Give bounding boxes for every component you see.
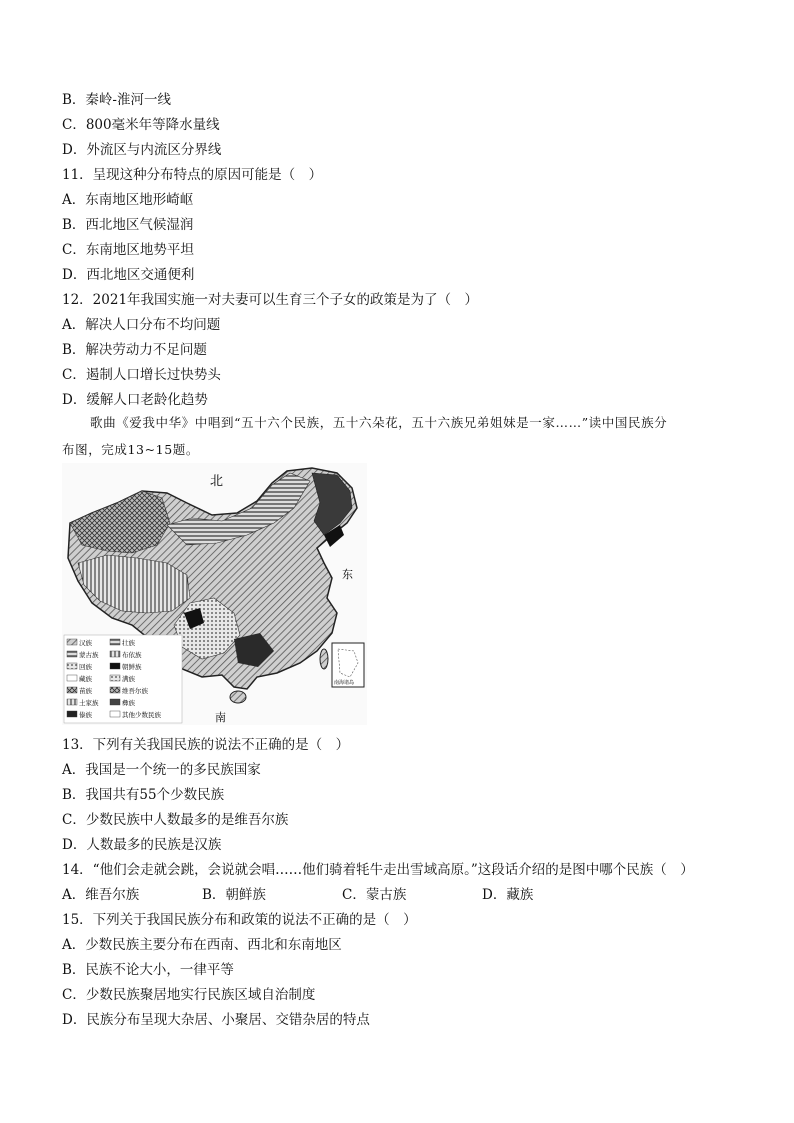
q12-option-d: D．缓解人口老龄化趋势 [62,392,208,408]
q13-option-c: C．少数民族中人数最多的是维吾尔族 [62,812,289,828]
q10-option-b: B．秦岭-淮河一线 [62,92,171,108]
q14-option-b: B．朝鲜族 [202,887,266,903]
q10-option-c: C．800毫米年等降水量线 [62,117,220,133]
q12-option-b: B．解决劳动力不足问题 [62,342,207,358]
ethnic-distribution-map [62,463,367,725]
legend-zhuang: 壮族 [122,639,135,647]
map-legend [64,635,182,723]
intro-line-1: 歌曲《爱我中华》中唱到“五十六个民族，五十六朵花，五十六族兄弟姐妹是一家……”读中国民族分 [90,415,668,430]
q12-option-a: A．解决人口分布不均问题 [62,317,221,333]
q15-option-c: C．少数民族聚居地实行民族区域自治制度 [62,987,316,1003]
east-label: 东 [342,568,353,581]
legend-uyghur: 维吾尔族 [122,687,148,695]
q15-option-a: A．少数民族主要分布在西南、西北和东南地区 [62,937,342,953]
q12-option-c: C．遏制人口增长过快势头 [62,367,221,383]
q13-option-a: A．我国是一个统一的多民族国家 [62,762,261,778]
inset-label: 南海诸岛 [334,680,355,686]
legend-tibetan: 藏族 [79,675,92,683]
q13-option-b: B．我国共有55个少数民族 [62,787,225,803]
reading-intro [62,409,732,463]
north-label: 北 [210,474,224,489]
q12-stem: 12．2021年我国实施一对夫妻可以生育三个子女的政策是为了（ ） [62,292,479,308]
q14-option-d: D．藏族 [482,887,534,903]
q11-option-a: A．东南地区地形崎岖 [62,192,194,208]
legend-han: 汉族 [79,639,92,647]
q15-stem: 15．下列关于我国民族分布和政策的说法不正确的是（ ） [62,912,417,928]
q14-option-a: A．维吾尔族 [62,887,140,903]
legend-korean: 朝鲜族 [122,663,142,671]
q15-option-d: D．民族分布呈现大杂居、小聚居、交错杂居的特点 [62,1012,370,1028]
legend-buyi: 布依族 [122,651,142,659]
legend-miao: 苗族 [79,687,92,695]
q14-option-c: C．蒙古族 [342,887,407,903]
q14-options [62,886,622,904]
legend-dai: 傣族 [79,711,92,719]
taiwan-island [320,649,328,669]
legend-hui: 回族 [79,663,92,671]
q11-option-b: B．西北地区气候湿润 [62,217,194,233]
q11-stem: 11．呈现这种分布特点的原因可能是（ ） [62,167,323,183]
intro-line-2: 布图，完成13~15题。 [62,442,199,457]
legend-mongol: 蒙古族 [79,651,99,659]
legend-yi: 彝族 [122,699,135,707]
q10-option-d: D．外流区与内流区分界线 [62,142,222,158]
q11-option-d: D．西北地区交通便利 [62,267,195,283]
legend-tujia: 土家族 [79,699,99,707]
q15-option-b: B．民族不论大小，一律平等 [62,962,234,978]
legend-other: 其他少数民族 [122,711,161,719]
q13-option-d: D．人数最多的民族是汉族 [62,837,222,853]
q14-stem: 14．“他们会走就会跳，会说就会唱……他们骑着牦牛走出雪域高原。”这段话介绍的是图中哪个民族（ ） [62,862,694,878]
south-label: 南 [215,711,226,724]
hainan-island [230,691,246,703]
q13-stem: 13．下列有关我国民族的说法不正确的是（ ） [62,737,350,753]
q11-option-c: C．东南地区地势平坦 [62,242,194,258]
legend-manchu: 满族 [122,675,135,683]
south-sea-inset [332,643,364,687]
